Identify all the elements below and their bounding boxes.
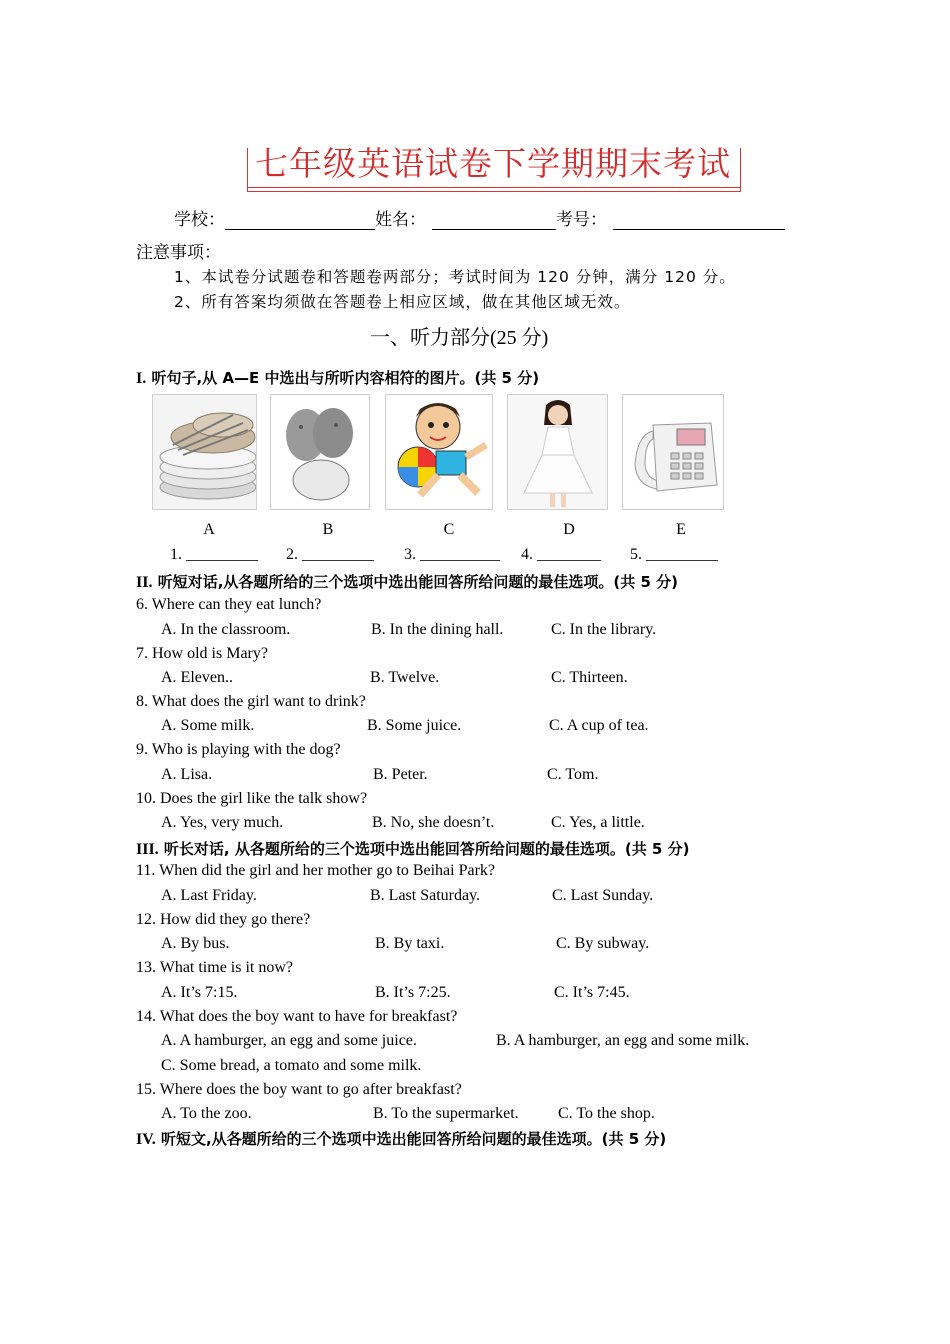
question: 13. What time is it now? [136, 959, 294, 976]
option-a: A. To the zoo. [161, 1105, 252, 1122]
answer-blank[interactable]: 1. _________ [170, 546, 258, 563]
option-a: A. Last Friday. [161, 887, 257, 904]
name-label: 姓名： [375, 210, 426, 230]
option-a: A. A hamburger, an egg and some juice. [161, 1032, 417, 1049]
option-b: B. By taxi. [375, 935, 445, 952]
school-label: 学校： [174, 210, 225, 230]
picture-letter: D [563, 521, 575, 538]
number-label: 考号： [556, 210, 607, 230]
question: 6. Where can they eat lunch? [136, 596, 322, 613]
picture-letter: C [443, 521, 455, 538]
option-b: B. In the dining hall. [371, 621, 504, 638]
section-heading [370, 321, 548, 350]
option-b: B. Some juice. [367, 717, 462, 734]
page-title: 七年级英语试卷下学期期末考试 [255, 144, 731, 183]
option-a: A. By bus. [161, 935, 230, 952]
part3-heading: III. 听长对话, 从各题所给的三个选项中选出能回答所给问题的最佳选项。(共 5 分) [136, 840, 690, 858]
option-a: A. In the classroom. [161, 621, 291, 638]
notes-heading: 注意事项： [136, 243, 221, 263]
option-a: A. Lisa. [161, 766, 213, 783]
question: 15. Where does the boy want to go after breakfast? [136, 1081, 462, 1098]
part4-heading: IV. 听短文,从各题所给的三个选项中选出能回答所给问题的最佳选项。(共 5 分) [136, 1130, 667, 1148]
option-b: B. A hamburger, an egg and some milk. [496, 1032, 750, 1049]
option-a: A. Yes, very much. [161, 814, 284, 831]
plates-image [152, 394, 257, 510]
potatoes-image [270, 394, 370, 510]
question: 9. Who is playing with the dog? [136, 741, 341, 758]
option-c: C. In the library. [551, 621, 657, 638]
section-label: 一、听力部分 [370, 325, 490, 349]
picture-letter: A [203, 521, 215, 538]
option-c: C. Thirteen. [551, 669, 628, 686]
answer-blank[interactable]: 5. _________ [630, 546, 718, 563]
option-c: C. Tom. [547, 766, 599, 783]
option-b: B. It’s 7:25. [375, 984, 451, 1001]
question: 14. What does the boy want to have for breakfast? [136, 1008, 458, 1025]
option-c: C. By subway. [556, 935, 650, 952]
note-item: 1、本试卷分试题卷和答题卷两部分；考试时间为 120 分钟，满分 120 分。 [174, 268, 736, 286]
question: 11. When did the girl and her mother go to Beihai Park? [136, 862, 496, 879]
option-b: B. No, she doesn’t. [372, 814, 495, 831]
name-field[interactable] [432, 211, 556, 230]
telephone-image [622, 394, 724, 510]
question: 7. How old is Mary? [136, 645, 268, 662]
part2-heading: II. 听短对话,从各题所给的三个选项中选出能回答所给问题的最佳选项。(共 5 分) [136, 573, 678, 591]
answer-blank[interactable]: 3. __________ [404, 546, 500, 563]
option-c: C. Some bread, a tomato and some milk. [161, 1057, 422, 1074]
question: 8. What does the girl want to drink? [136, 693, 366, 710]
option-c: C. Last Sunday. [552, 887, 654, 904]
option-b: B. Peter. [373, 766, 428, 783]
school-field[interactable] [225, 211, 375, 230]
option-b: B. To the supermarket. [373, 1105, 519, 1122]
number-field[interactable] [613, 211, 785, 230]
picture-letter: B [322, 521, 334, 538]
option-c: C. It’s 7:45. [554, 984, 630, 1001]
option-a: A. It’s 7:15. [161, 984, 238, 1001]
answer-blank[interactable]: 4. ________ [521, 546, 601, 563]
running-boy-image [385, 394, 493, 510]
option-b: B. Twelve. [370, 669, 440, 686]
option-b: B. Last Saturday. [370, 887, 481, 904]
part1-heading: I. 听句子,从 A—E 中选出与所听内容相符的图片。(共 5 分) [136, 369, 540, 387]
question: 12. How did they go there? [136, 911, 311, 928]
option-a: A. Some milk. [161, 717, 255, 734]
answer-blank[interactable]: 2. _________ [286, 546, 374, 563]
section-points: (25 分) [490, 327, 549, 349]
option-c: C. Yes, a little. [551, 814, 645, 831]
note-item: 2、所有答案均须做在答题卷上相应区域，做在其他区域无效。 [174, 293, 631, 311]
option-a: A. Eleven.. [161, 669, 233, 686]
student-info-line [174, 205, 785, 230]
picture-letter: E [676, 521, 686, 538]
question: 10. Does the girl like the talk show? [136, 790, 368, 807]
option-c: C. To the shop. [558, 1105, 655, 1122]
option-c: C. A cup of tea. [549, 717, 649, 734]
girl-in-dress-image [507, 394, 608, 510]
